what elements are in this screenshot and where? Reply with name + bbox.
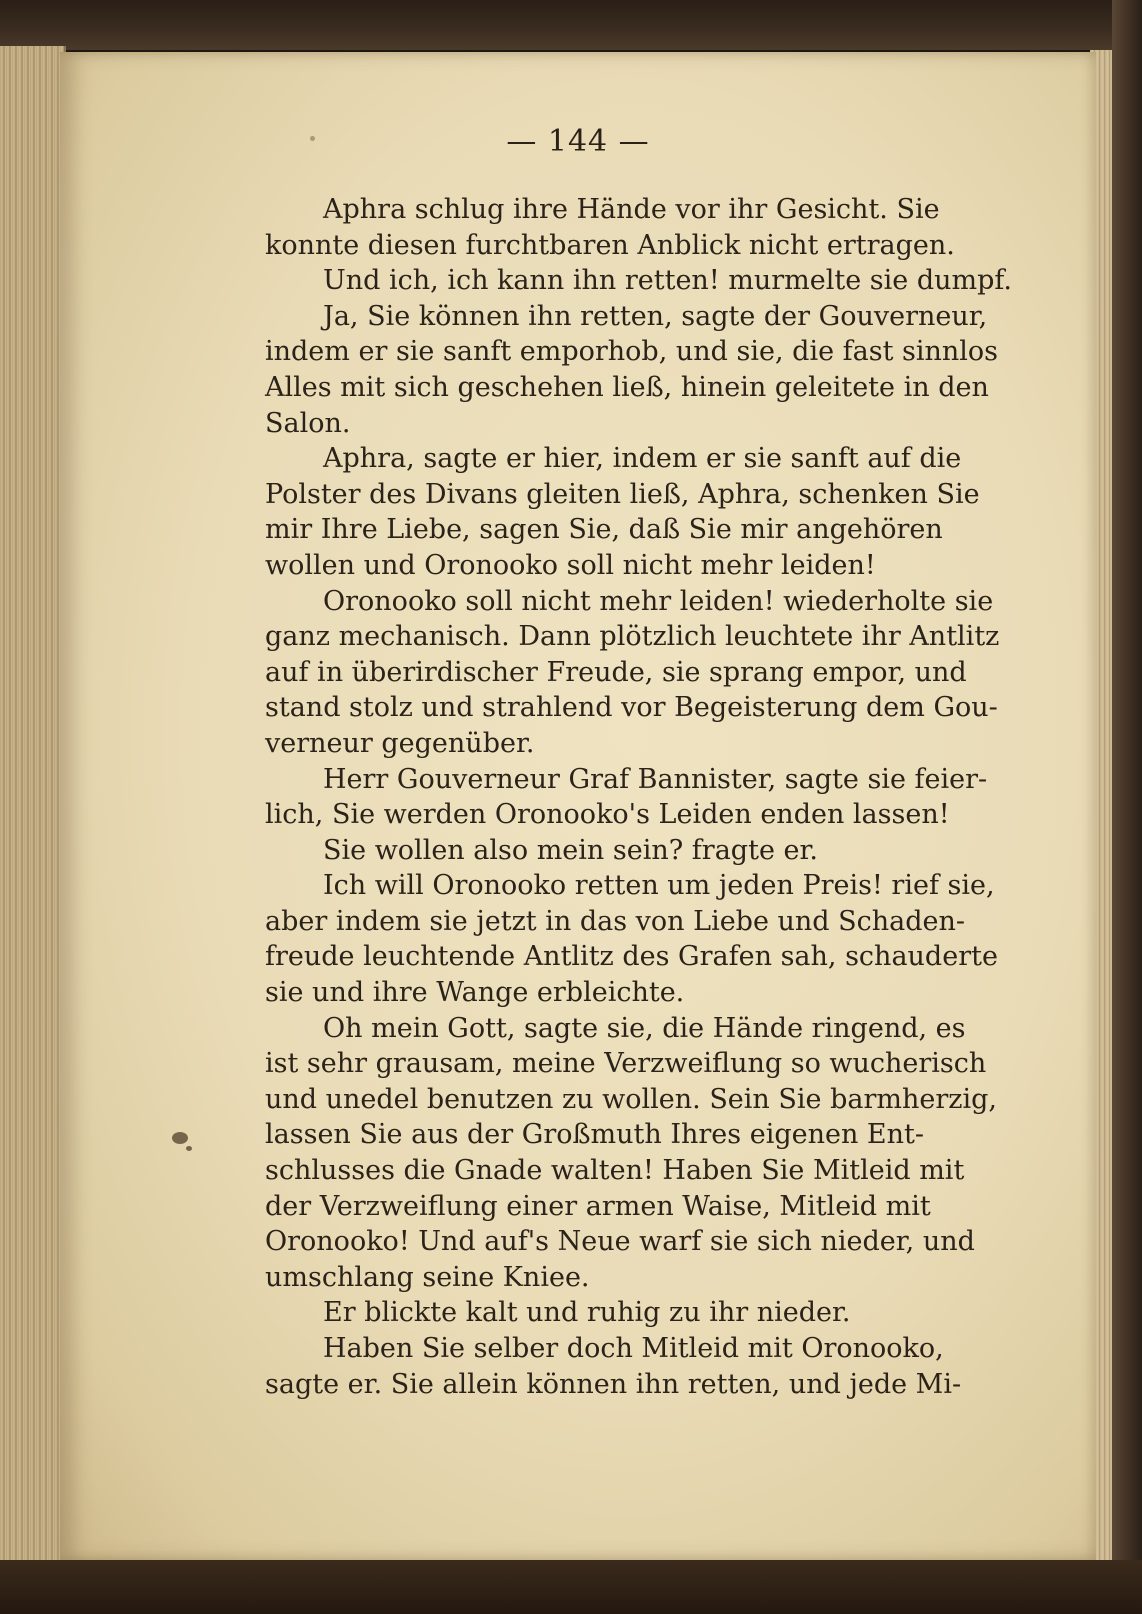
text-line: aber indem sie jetzt in das von Liebe und Schaden-: [265, 905, 966, 937]
book-cover-right: [1112, 0, 1142, 1614]
text-line: Ja, Sie können ihn retten, sagte der Gouverneur,: [323, 300, 988, 332]
text-line: stand stolz und strahlend vor Begeisterung dem Gou-: [265, 692, 998, 724]
text-line: Oronooko soll nicht mehr leiden! wiederholte sie: [323, 585, 994, 617]
text-line: Aphra schlug ihre Hände vor ihr Gesicht. Sie: [323, 194, 940, 225]
text-line: und unedel benutzen zu wollen. Sein Sie barmherzig,: [265, 1083, 997, 1115]
body-text: [265, 192, 1025, 1402]
text-line: Alles mit sich geschehen ließ, hinein geleitete in den: [265, 371, 989, 403]
text-line: verneur gegenüber.: [265, 727, 535, 759]
text-line: mir Ihre Liebe, sagen Sie, daß Sie mir angehören: [265, 514, 943, 546]
text-line: konnte diesen furchtbaren Anblick nicht ertragen.: [265, 229, 955, 261]
text-line: umschlang seine Kniee.: [265, 1261, 590, 1293]
text-line: auf in überirdischer Freude, sie sprang empor, und: [265, 656, 967, 688]
text-line: Herr Gouverneur Graf Bannister, sagte sie feier-: [323, 763, 988, 795]
text-line: schlusses die Gnade walten! Haben Sie Mitleid mit: [265, 1155, 965, 1187]
ink-stain: [172, 1132, 188, 1144]
text-line: Salon.: [265, 407, 351, 439]
text-line: ganz mechanisch. Dann plötzlich leuchtete ihr Antlitz: [265, 621, 1000, 653]
text-line: freude leuchtende Antlitz des Grafen sah, schauderte: [265, 941, 998, 973]
ink-speck: [310, 136, 315, 141]
text-line: Und ich, ich kann ihn retten! murmelte sie dumpf.: [323, 265, 1013, 297]
page-number: — 144 —: [506, 124, 650, 159]
text-line: ist sehr grausam, meine Verzweiflung so wucherisch: [265, 1048, 987, 1080]
text-line: Ich will Oronooko retten um jeden Preis! rief sie,: [323, 870, 995, 902]
text-line: Haben Sie selber doch Mitleid mit Oronooko,: [323, 1333, 944, 1364]
text-line: Er blickte kalt und ruhig zu ihr nieder.: [323, 1297, 851, 1329]
text-line: lich, Sie werden Oronooko's Leiden enden lassen!: [265, 799, 950, 831]
text-line: wollen und Oronooko soll nicht mehr leiden!: [265, 549, 876, 581]
text-line: sie und ihre Wange erbleichte.: [265, 977, 685, 1009]
book-cover-bottom: [0, 1560, 1142, 1614]
text-line: Oh mein Gott, sagte sie, die Hände ringend, es: [323, 1012, 966, 1044]
text-line: indem er sie sanft emporhob, und sie, die fast sinnlos: [265, 336, 999, 368]
text-line: Polster des Divans gleiten ließ, Aphra, schenken Sie: [265, 478, 980, 510]
page-stack-left: [0, 46, 66, 1566]
book-page: [60, 52, 1096, 1560]
text-line: sagte er. Sie allein können ihn retten, und jede Mi-: [265, 1368, 962, 1400]
text-line: lassen Sie aus der Großmuth Ihres eigenen Ent-: [265, 1119, 925, 1151]
text-line: Sie wollen also mein sein? fragte er.: [323, 834, 819, 866]
book-cover-top: [0, 0, 1142, 50]
ink-speck: [186, 1146, 192, 1151]
text-line: der Verzweiflung einer armen Waise, Mitleid mit: [265, 1190, 931, 1222]
text-line: Aphra, sagte er hier, indem er sie sanft auf die: [323, 443, 962, 475]
text-line: Oronooko! Und auf's Neue warf sie sich nieder, und: [265, 1226, 975, 1258]
